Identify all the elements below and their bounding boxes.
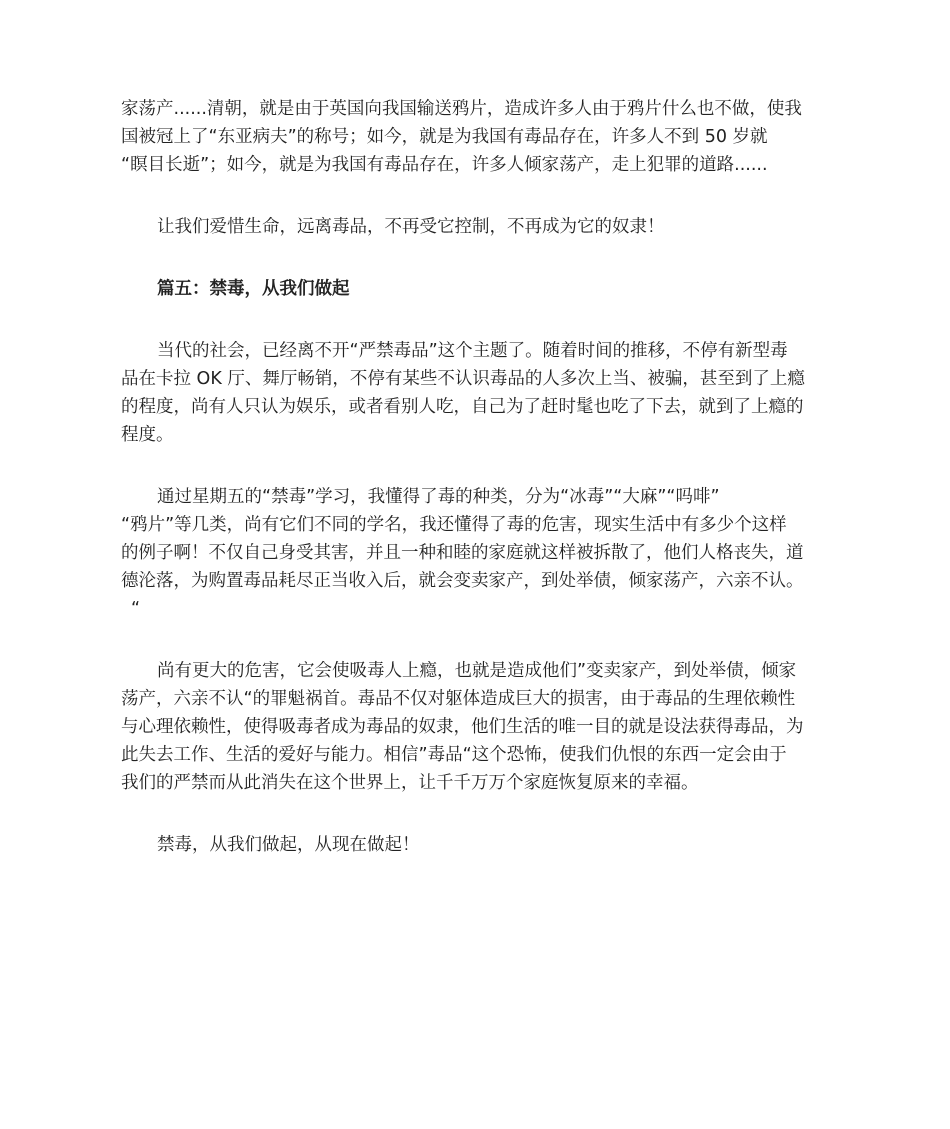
paragraph-slogan — [121, 831, 829, 859]
text-line: “鸦片”等几类，尚有它们不同的学名，我还懂得了毒的危害，现实生活中有多少个这样 — [121, 515, 787, 535]
text-line: 我们的严禁而从此消失在这个世界上，让千千万万个家庭恢复原来的幸福。 — [121, 773, 699, 793]
paragraph-study — [121, 483, 829, 623]
text-line: 当代的社会，已经离不开“严禁毒品”这个主题了。随着时间的推移，不停有新型毒 — [157, 341, 788, 361]
text-line: 禁毒，从我们做起，从现在做起！ — [157, 835, 420, 855]
paragraph-gap — [121, 241, 829, 275]
text-line: 尚有更大的危害，它会使吸毒人上瘾，也就是造成他们”变卖家产，到处举债，倾家 — [157, 661, 797, 681]
text-line: “ — [131, 599, 141, 619]
paragraph-gap — [121, 303, 829, 337]
text-line: 与心理依赖性，使得吸毒者成为毒品的奴隶，他们生活的唯一目的就是设法获得毒品，为 — [121, 717, 804, 737]
text-line: 的程度，尚有人只认为娱乐，或者看别人吃，自己为了赶时髦也吃了下去，就到了上瘾的 — [121, 397, 804, 417]
text-line: 的例子啊！不仅自己身受其害，并且一种和睦的家庭就这样被拆散了，他们人格丧失，道 — [121, 543, 804, 563]
text-line: “瞑目长逝”；如今，就是为我国有毒品存在，许多人倾家荡产，走上犯罪的道路...... — [121, 155, 768, 175]
text-line: 家荡产......清朝，就是由于英国向我国输送鸦片，造成许多人由于鸦片什么也不做，使我 — [121, 99, 802, 119]
paragraph-harm — [121, 657, 829, 797]
text-line: 德沦落，为购置毒品耗尽正当收入后，就会变卖家产，到处举债，倾家荡产，六亲不认。 — [121, 571, 804, 591]
paragraph-gap — [121, 449, 829, 483]
paragraph-gap — [121, 623, 829, 657]
text-line: 此失去工作、生活的爱好与能力。相信”毒品“这个恐怖，使我们仇恨的东西一定会由于 — [121, 745, 787, 765]
text-line: 让我们爱惜生命，远离毒品，不再受它控制，不再成为它的奴隶！ — [157, 217, 665, 237]
text-line: 程度。 — [121, 425, 174, 445]
text-line: 荡产，六亲不认“的罪魁祸首。毒品不仅对躯体造成巨大的损害，由于毒品的生理依赖性 — [121, 689, 796, 709]
document-page — [121, 95, 829, 859]
text-line: 通过星期五的“禁毒”学习，我懂得了毒的种类，分为“冰毒”“大麻”“吗啡” — [157, 487, 720, 507]
paragraph-gap — [121, 797, 829, 831]
paragraph-closing-exhortation — [121, 213, 829, 241]
text-line: 品在卡拉 OK 厅、舞厅畅销，不停有某些不认识毒品的人多次上当、被骗，甚至到了上瘾 — [121, 369, 805, 389]
paragraph-gap — [121, 179, 829, 213]
paragraph-intro — [121, 337, 829, 449]
section-heading — [121, 275, 829, 303]
text-line: 国被冠上了“东亚病夫”的称号；如今，就是为我国有毒品存在，许多人不到 50 岁就 — [121, 127, 768, 147]
section-title: 篇五：禁毒，从我们做起 — [157, 279, 350, 299]
paragraph-continuation — [121, 95, 829, 179]
